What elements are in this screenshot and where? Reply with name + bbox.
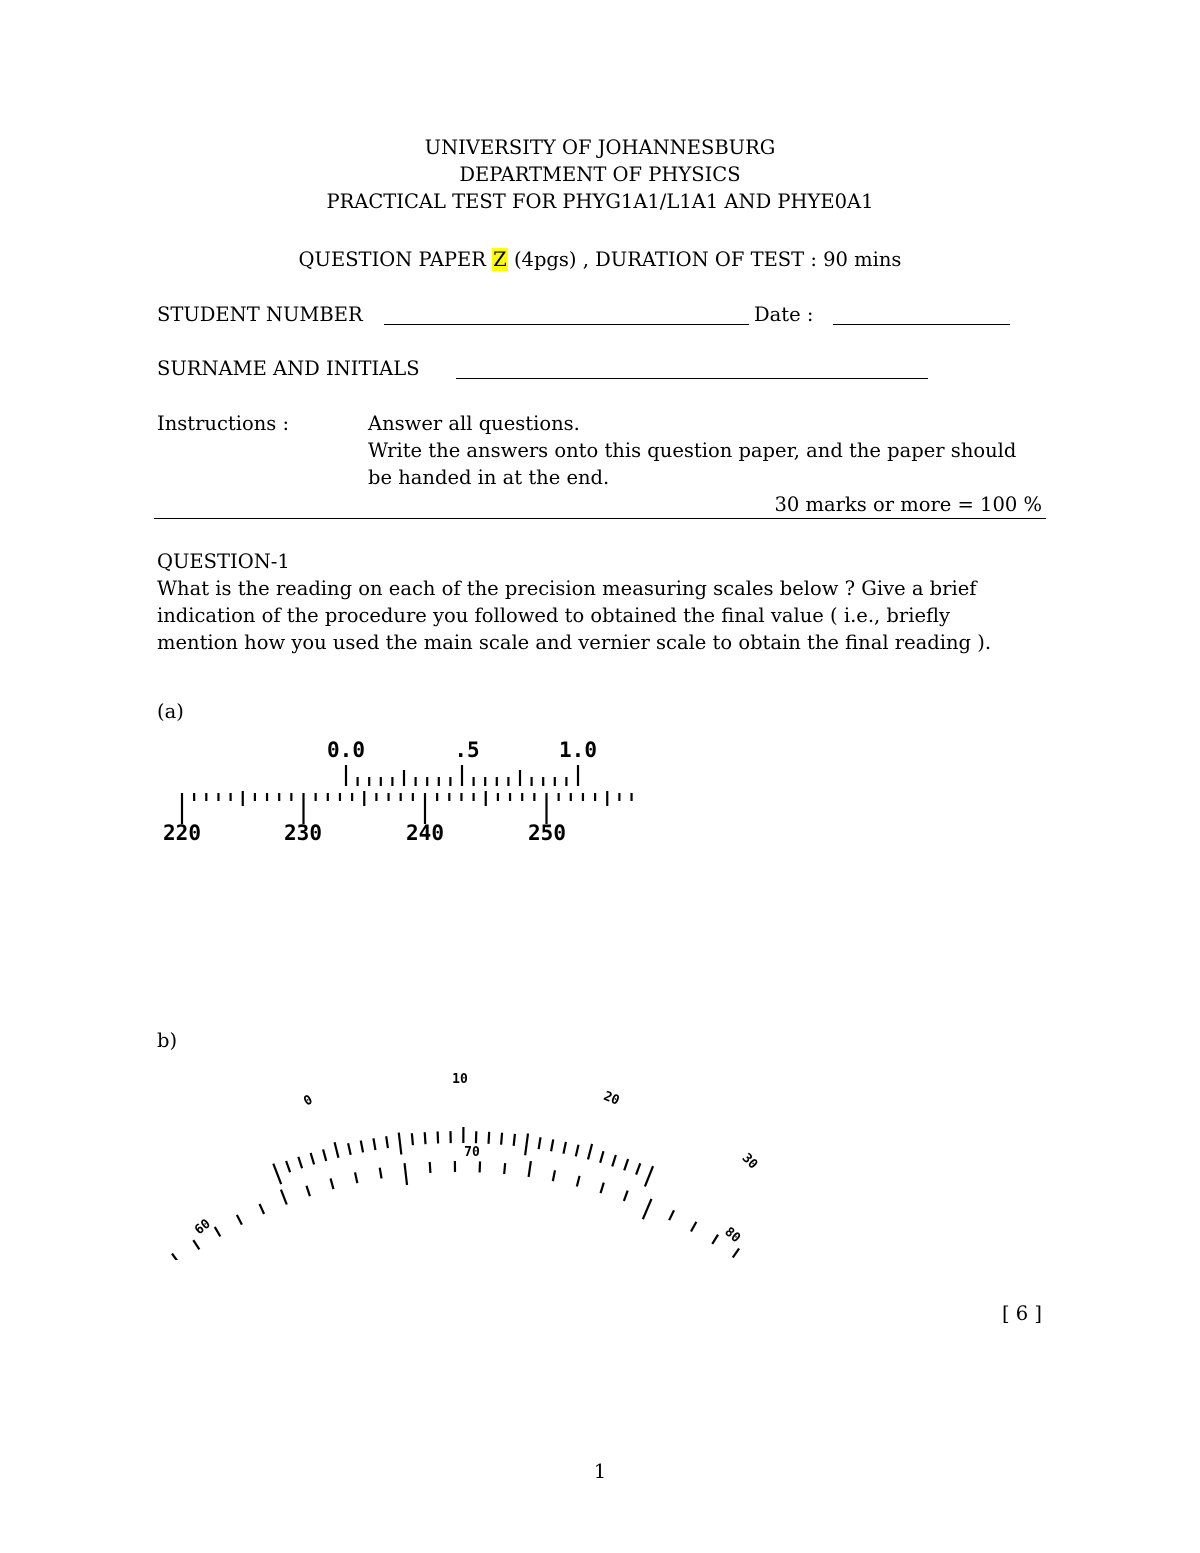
arc-main-label-70: 70 [464,1145,480,1160]
arc-vernier-label-10: 10 [452,1072,468,1087]
arc-main-scale-tick [601,1183,604,1194]
arc-vernier-scale-tick [501,1133,502,1145]
arc-vernier-scale-tick [489,1132,490,1144]
part-b-label: b) [157,1029,178,1052]
main-label-250: 250 [528,821,566,845]
arc-main-scale-tick [712,1235,718,1244]
page-number: 1 [593,1460,607,1483]
arc-vernier-label-30: 30 [738,1150,761,1173]
arc-vernier-label-0: 0 [301,1092,316,1110]
main-label-230: 230 [284,821,322,845]
arc-main-scale-tick [331,1178,334,1189]
arc-main-scale-tick [355,1172,357,1183]
arc-vernier-scale-tick [600,1151,603,1163]
surname-label: SURNAME AND INITIALS [157,357,420,380]
surname-field[interactable] [456,360,928,379]
arc-main-scale-tick [529,1161,531,1177]
arc-vernier-scale-tick [286,1161,290,1172]
arc-vernier-scale-tick [563,1142,565,1154]
arc-vernier-scale-tick [551,1139,553,1151]
question-1-text-line-3: mention how you used the main scale and vernier scale to obtain the final reading ). [157,631,992,654]
arc-vernier-scale-tick [588,1144,592,1159]
vernier-scale-b [150,1060,810,1260]
arc-main-label-60: 60 [192,1216,214,1238]
arc-main-scale-tick [172,1254,185,1260]
arc-main-scale-tick [553,1170,555,1181]
arc-vernier-scale-tick [311,1153,314,1164]
arc-vernier-scale-tick [624,1159,628,1170]
vernier-scale-ticks [346,765,578,786]
instructions-line-2: Write the answers onto this question paper, and the paper should [368,439,1017,462]
section-divider [154,518,1046,519]
arc-vernier-scale-tick [361,1141,363,1153]
arc-vernier-scale-tick [438,1131,439,1143]
arc-vernier-scale-tick [273,1164,281,1185]
arc-vernier-scale-tick [425,1132,426,1144]
date-field[interactable] [833,306,1010,325]
part-a-label: (a) [157,700,184,723]
arc-main-scale-tick [237,1215,242,1225]
arc-vernier-scale-tick [373,1138,375,1150]
paper-letter-highlight: Z [493,248,507,271]
vernier-label-0: 0.0 [327,738,365,762]
arc-main-scale-tick [691,1222,696,1232]
arc-main-scale-tick [380,1168,382,1179]
arc-main-scale-tick [306,1186,309,1196]
arc-vernier-scale-tick [514,1134,515,1146]
paper-suffix: (4pgs) , DURATION OF TEST : 90 mins [513,248,902,271]
question-1-marks: [ 6 ] [1001,1302,1042,1325]
student-number-label: STUDENT NUMBER [157,303,363,326]
question-1-text-line-1: What is the reading on each of the precision measuring scales below ? Give a brief [157,577,977,600]
arc-main-scale-tick [281,1190,287,1205]
marks-note: 30 marks or more = 100 % [774,493,1042,516]
arc-main-scale-tick [405,1163,407,1185]
arc-main-scale-tick [643,1199,652,1219]
arc-vernier-scale-tick [298,1157,302,1168]
arc-vernier-scale-tick [399,1133,402,1155]
arc-vernier-scale-tick [348,1143,351,1155]
vernier-scale-a [150,730,650,855]
test-title: PRACTICAL TEST FOR PHYG1A1/L1A1 AND PHYE0A1 [326,190,874,213]
arc-vernier-scale-tick [612,1155,616,1166]
arc-main-scale-tick [624,1191,628,1201]
arc-vernier-scale-tick [539,1137,541,1149]
arc-main-scale-tick [430,1162,431,1173]
instructions-line-3: be handed in at the end. [368,466,610,489]
arc-vernier-scale-tick [645,1166,653,1186]
question-1-title: QUESTION-1 [157,550,290,573]
arc-vernier-scale-tick [525,1133,528,1155]
arc-main-scale-tick [577,1176,580,1187]
arc-vernier-scale-tick [335,1142,339,1158]
student-number-field[interactable] [384,306,749,325]
date-label: Date : [754,303,814,326]
arc-vernier-scale-tick [576,1145,579,1157]
arc-vernier-scale-tick [386,1136,388,1148]
main-label-240: 240 [406,821,444,845]
arc-main-scale-tick [215,1227,221,1237]
main-scale-ticks [182,791,632,824]
arc-main-scale-tick [669,1210,674,1220]
arc-vernier-scale-ticks [273,1127,653,1187]
department-name: DEPARTMENT OF PHYSICS [459,163,741,186]
arc-main-scale-tick [733,1248,739,1257]
university-name: UNIVERSITY OF JOHANNESBURG [424,136,776,159]
arc-vernier-scale-tick [412,1133,413,1145]
arc-vernier-label-20: 20 [601,1088,622,1109]
arc-main-scale-tick [504,1163,505,1174]
vernier-label-10: 1.0 [559,738,597,762]
paper-info-line [0,248,1200,271]
arc-vernier-scale-tick [323,1149,326,1161]
instructions-line-1: Answer all questions. [368,412,580,435]
arc-main-scale-tick [193,1240,199,1249]
paper-prefix: QUESTION PAPER [298,248,486,271]
arc-main-scale-ticks [172,1161,739,1260]
arc-main-scale-tick [260,1204,265,1214]
instructions-label: Instructions : [157,412,290,435]
vernier-label-5: .5 [454,738,480,762]
question-1-text-line-2: indication of the procedure you followed to obtained the final value ( i.e., briefly [157,604,951,627]
arc-vernier-scale-tick [636,1163,640,1174]
arc-main-label-80: 80 [721,1224,744,1247]
main-label-220: 220 [163,821,201,845]
